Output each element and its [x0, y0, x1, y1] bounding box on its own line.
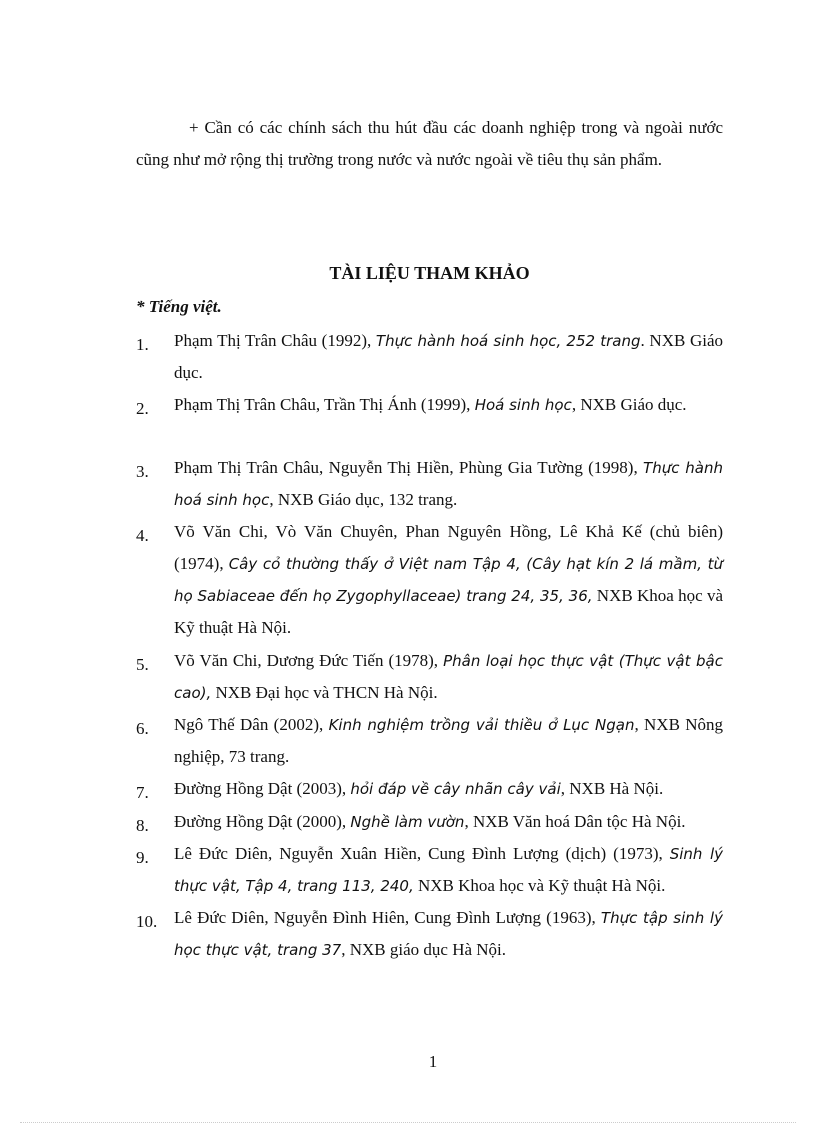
page-number: 1	[428, 1052, 438, 1071]
reference-number: 10.	[136, 912, 158, 931]
reference-authors: Phạm Thị Trân Châu, Nguyễn Thị Hiền, Phùng Gia Tường (1998),	[174, 458, 644, 477]
reference-number: 5.	[136, 655, 149, 674]
reference-title: Nghề làm vườn	[350, 813, 465, 831]
reference-publisher: NXB Khoa học và Kỹ thuật Hà Nội.	[174, 586, 723, 637]
reference-authors: Lê Đức Diên, Nguyễn Xuân Hiền, Cung Đình Lượng (dịch) (1973),	[174, 844, 670, 863]
reference-title: Cây cỏ thường thấy ở Việt nam Tập 4, (Cây hạt kín 2 lá mầm, từ họ Sabiaceae đến họ Zygophyllaceae) trang 24, 35, 36,	[174, 555, 723, 605]
reference-title: Sinh lý thực vật, Tập 4, trang 113, 240,	[174, 845, 723, 895]
reference-item	[136, 838, 723, 902]
reference-number: 6.	[136, 719, 149, 738]
reference-publisher: , NXB Văn hoá Dân tộc Hà Nội.	[464, 812, 686, 831]
reference-item	[136, 516, 723, 644]
reference-item	[136, 325, 723, 389]
reference-title: Thực hành hoá sinh học, 252 trang	[375, 332, 641, 350]
reference-title: Phân loại học thực vật (Thực vật bậc cao),	[174, 652, 723, 702]
reference-item	[136, 709, 723, 773]
reference-publisher: , NXB Giáo dục, 132 trang.	[269, 490, 458, 509]
reference-publisher: , NXB giáo dục Hà Nội.	[341, 940, 507, 959]
reference-number: 8.	[136, 816, 149, 835]
reference-title: Thực hành hoá sinh học	[174, 459, 723, 509]
reference-authors: Phạm Thị Trân Châu (1992),	[174, 331, 376, 350]
reference-publisher: NXB Khoa học và Kỹ thuật Hà Nội.	[413, 876, 666, 895]
reference-title: hỏi đáp về cây nhãn cây vải	[350, 780, 561, 798]
reference-publisher: , NXB Giáo dục.	[571, 395, 687, 414]
reference-title: Thực tập sinh lý học thực vật, trang 37	[174, 909, 723, 959]
language-subheading: * Tiếng việt.	[136, 297, 222, 316]
reference-item	[136, 902, 723, 966]
reference-number: 1.	[136, 335, 149, 354]
reference-authors: Phạm Thị Trân Châu, Trần Thị Ánh (1999),	[174, 395, 475, 414]
reference-item	[136, 773, 723, 805]
reference-authors: Võ Văn Chi, Vò Văn Chuyên, Phan Nguyên Hồng, Lê Khả Kế (chủ biên) (1974),	[174, 522, 723, 573]
reference-title: Kinh nghiệm trồng vải thiều ở Lục Ngạn	[328, 716, 635, 734]
reference-item	[136, 806, 723, 838]
reference-number: 2.	[136, 399, 149, 418]
reference-item	[136, 645, 723, 709]
reference-number: 3.	[136, 462, 149, 481]
reference-item	[136, 452, 723, 516]
references-heading: TÀI LIỆU THAM KHẢO	[329, 263, 530, 283]
reference-authors: Võ Văn Chi, Dương Đức Tiến (1978),	[174, 651, 444, 670]
reference-publisher: , NXB Hà Nội.	[560, 779, 664, 798]
reference-number: 9.	[136, 848, 149, 867]
reference-authors: Lê Đức Diên, Nguyễn Đình Hiên, Cung Đình Lượng (1963),	[174, 908, 601, 927]
reference-number: 4.	[136, 526, 149, 545]
reference-number: 7.	[136, 783, 149, 802]
reference-publisher: NXB Đại học và THCN Hà Nội.	[211, 683, 438, 702]
reference-publisher: . NXB Giáo dục.	[174, 331, 723, 382]
reference-publisher: , NXB Nông nghiệp, 73 trang.	[174, 715, 724, 766]
reference-authors: Đường Hồng Dật (2000),	[174, 812, 351, 831]
intro-paragraph: + Cần có các chính sách thu hút đầu các doanh nghiệp trong và ngoài nước cũng như mở rộng thị trường trong nước và nước ngoài về tiêu thụ sản phẩm.	[136, 118, 723, 169]
reference-authors: Đường Hồng Dật (2003),	[174, 779, 351, 798]
reference-authors: Ngô Thế Dân (2002),	[174, 715, 329, 734]
reference-title: Hoá sinh học	[474, 396, 572, 414]
reference-item	[136, 389, 723, 421]
